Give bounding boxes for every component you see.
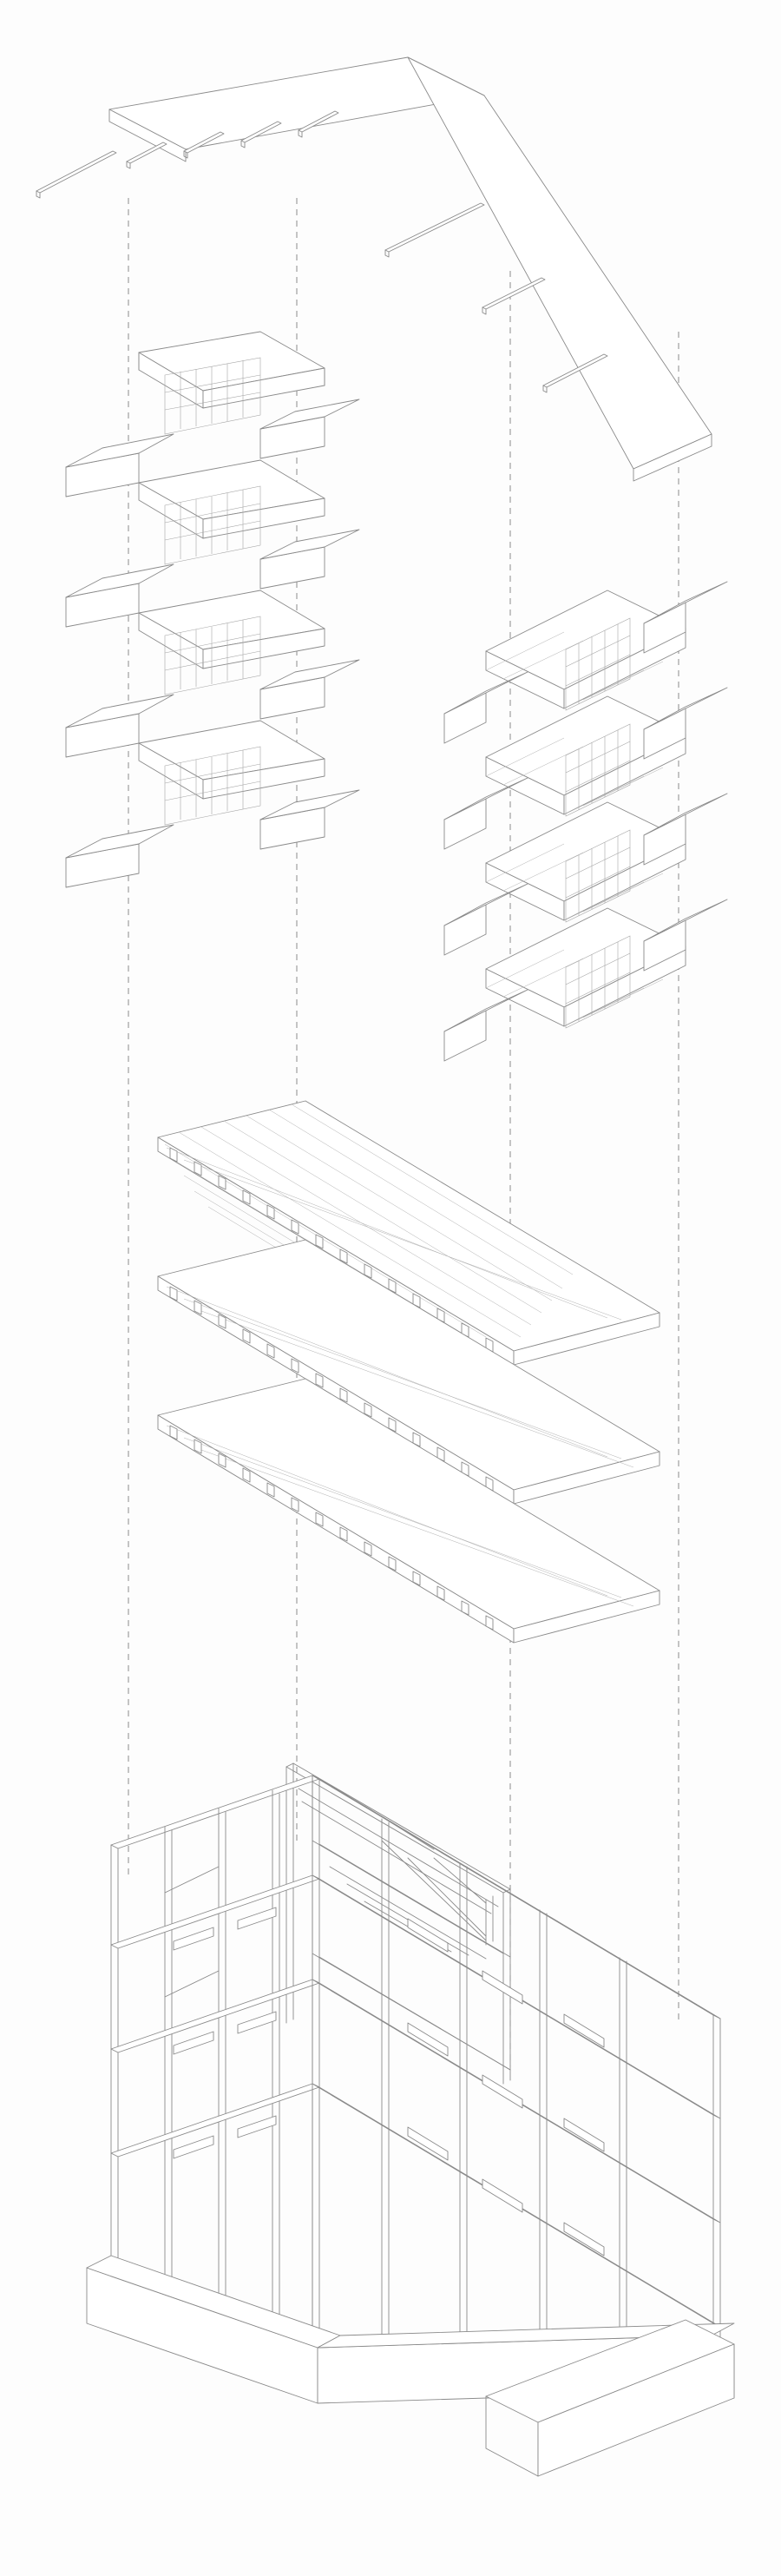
frame-interior-partition [312,1776,510,2327]
frame-left-wall [111,1776,319,2330]
strut [174,1927,213,1950]
frame-rear-gable [286,1763,510,2084]
sill-block [444,905,486,955]
frame-rail [111,1875,319,1948]
strut [482,2075,522,2108]
rafter [36,151,116,193]
strut [174,2136,213,2158]
strut [482,2179,522,2212]
sill-block [444,799,486,849]
frame-base-plinth [87,2256,734,2476]
layer-facade-right [444,582,727,1061]
strut [564,2118,604,2151]
sill-block [444,693,486,743]
layer-structural-frame [87,1763,734,2476]
strut [238,2116,276,2138]
rafter [385,203,484,252]
strut [482,1971,522,2004]
frame-top-rail [111,1776,319,1848]
strut [238,2012,276,2033]
rafter [127,142,167,163]
strut [564,2223,604,2256]
rafter [482,278,545,309]
strut [564,2014,604,2047]
facade-right-band [444,899,727,1061]
strut [238,1907,276,1929]
layer-roof [36,57,712,481]
frame-right-wall [312,1776,720,2413]
frame-rail [111,1980,319,2052]
strut [174,2032,213,2054]
frame-rail [111,2084,319,2157]
sill-block [444,1011,486,1061]
roof-plane-right [408,57,712,469]
layer-facade-left [66,332,359,887]
